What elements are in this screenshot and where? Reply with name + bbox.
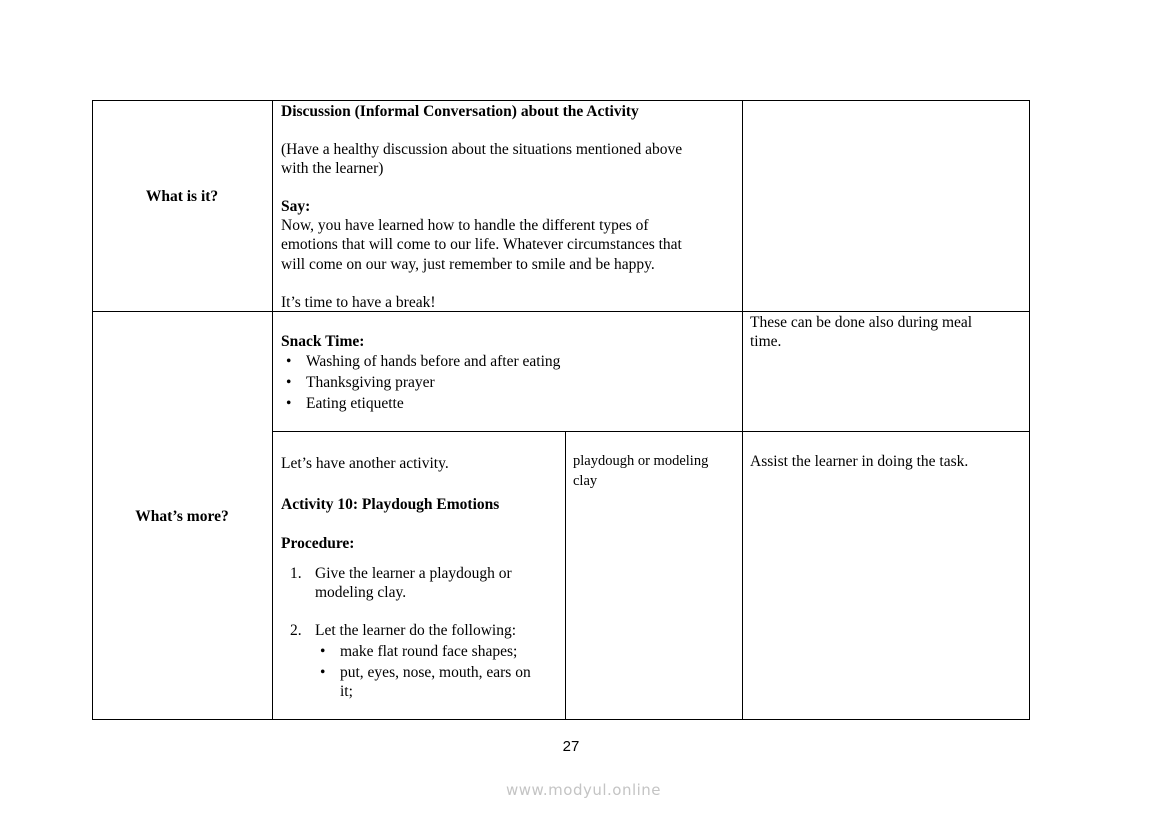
materials-line: playdough or modeling	[573, 453, 709, 469]
snack-item: • Eating etiquette	[306, 394, 404, 414]
snack-note: These can be done also during meal	[750, 314, 973, 331]
snack-note: time.	[750, 333, 782, 350]
snack-item: • Thanksgiving prayer	[306, 373, 435, 393]
say-line: emotions that will come to our life. Whatever circumstances that	[281, 236, 682, 253]
substep: • make flat round face shapes;	[340, 642, 517, 662]
table-border-top	[92, 100, 1030, 101]
row-label-whats-more: What’s more?	[135, 508, 229, 525]
page-number: 27	[562, 738, 580, 755]
procedure-label: Procedure:	[281, 535, 355, 552]
materials-line: clay	[573, 473, 598, 489]
substep-continuation: it;	[340, 683, 353, 700]
closing-line: It’s time to have a break!	[281, 294, 436, 311]
activity-intro: Let’s have another activity.	[281, 455, 449, 472]
discussion-heading: Discussion (Informal Conversation) about the Activity	[281, 103, 639, 120]
column-divider-2	[565, 431, 566, 720]
table-border-bottom	[92, 719, 1030, 720]
activity-note: Assist the learner in doing the task.	[750, 453, 969, 470]
step-number: 1.	[290, 565, 302, 582]
substep: • put, eyes, nose, mouth, ears on	[340, 663, 531, 683]
column-divider-3	[742, 100, 743, 720]
row-divider-2	[272, 431, 1030, 432]
row-label-what-is-it: What is it?	[145, 188, 219, 205]
snack-heading: Snack Time:	[281, 333, 365, 350]
table-border-right	[1029, 100, 1030, 720]
step-line: Give the learner a playdough or	[315, 565, 512, 582]
step-line: Let the learner do the following:	[315, 622, 517, 639]
step-number: 2.	[290, 622, 302, 639]
instruction-line: with the learner)	[281, 160, 384, 177]
instruction-line: (Have a healthy discussion about the situations mentioned above	[281, 141, 683, 158]
say-label: Say:	[281, 198, 311, 215]
column-divider-1	[272, 100, 273, 720]
snack-item: • Washing of hands before and after eating	[306, 352, 560, 372]
watermark: www.modyul.online	[505, 781, 662, 799]
step-line: modeling clay.	[315, 584, 407, 601]
activity-title: Activity 10: Playdough Emotions	[281, 496, 500, 513]
say-line: will come on our way, just remember to smile and be happy.	[281, 256, 655, 273]
say-line: Now, you have learned how to handle the different types of	[281, 217, 649, 234]
row-divider-1	[92, 311, 1030, 312]
